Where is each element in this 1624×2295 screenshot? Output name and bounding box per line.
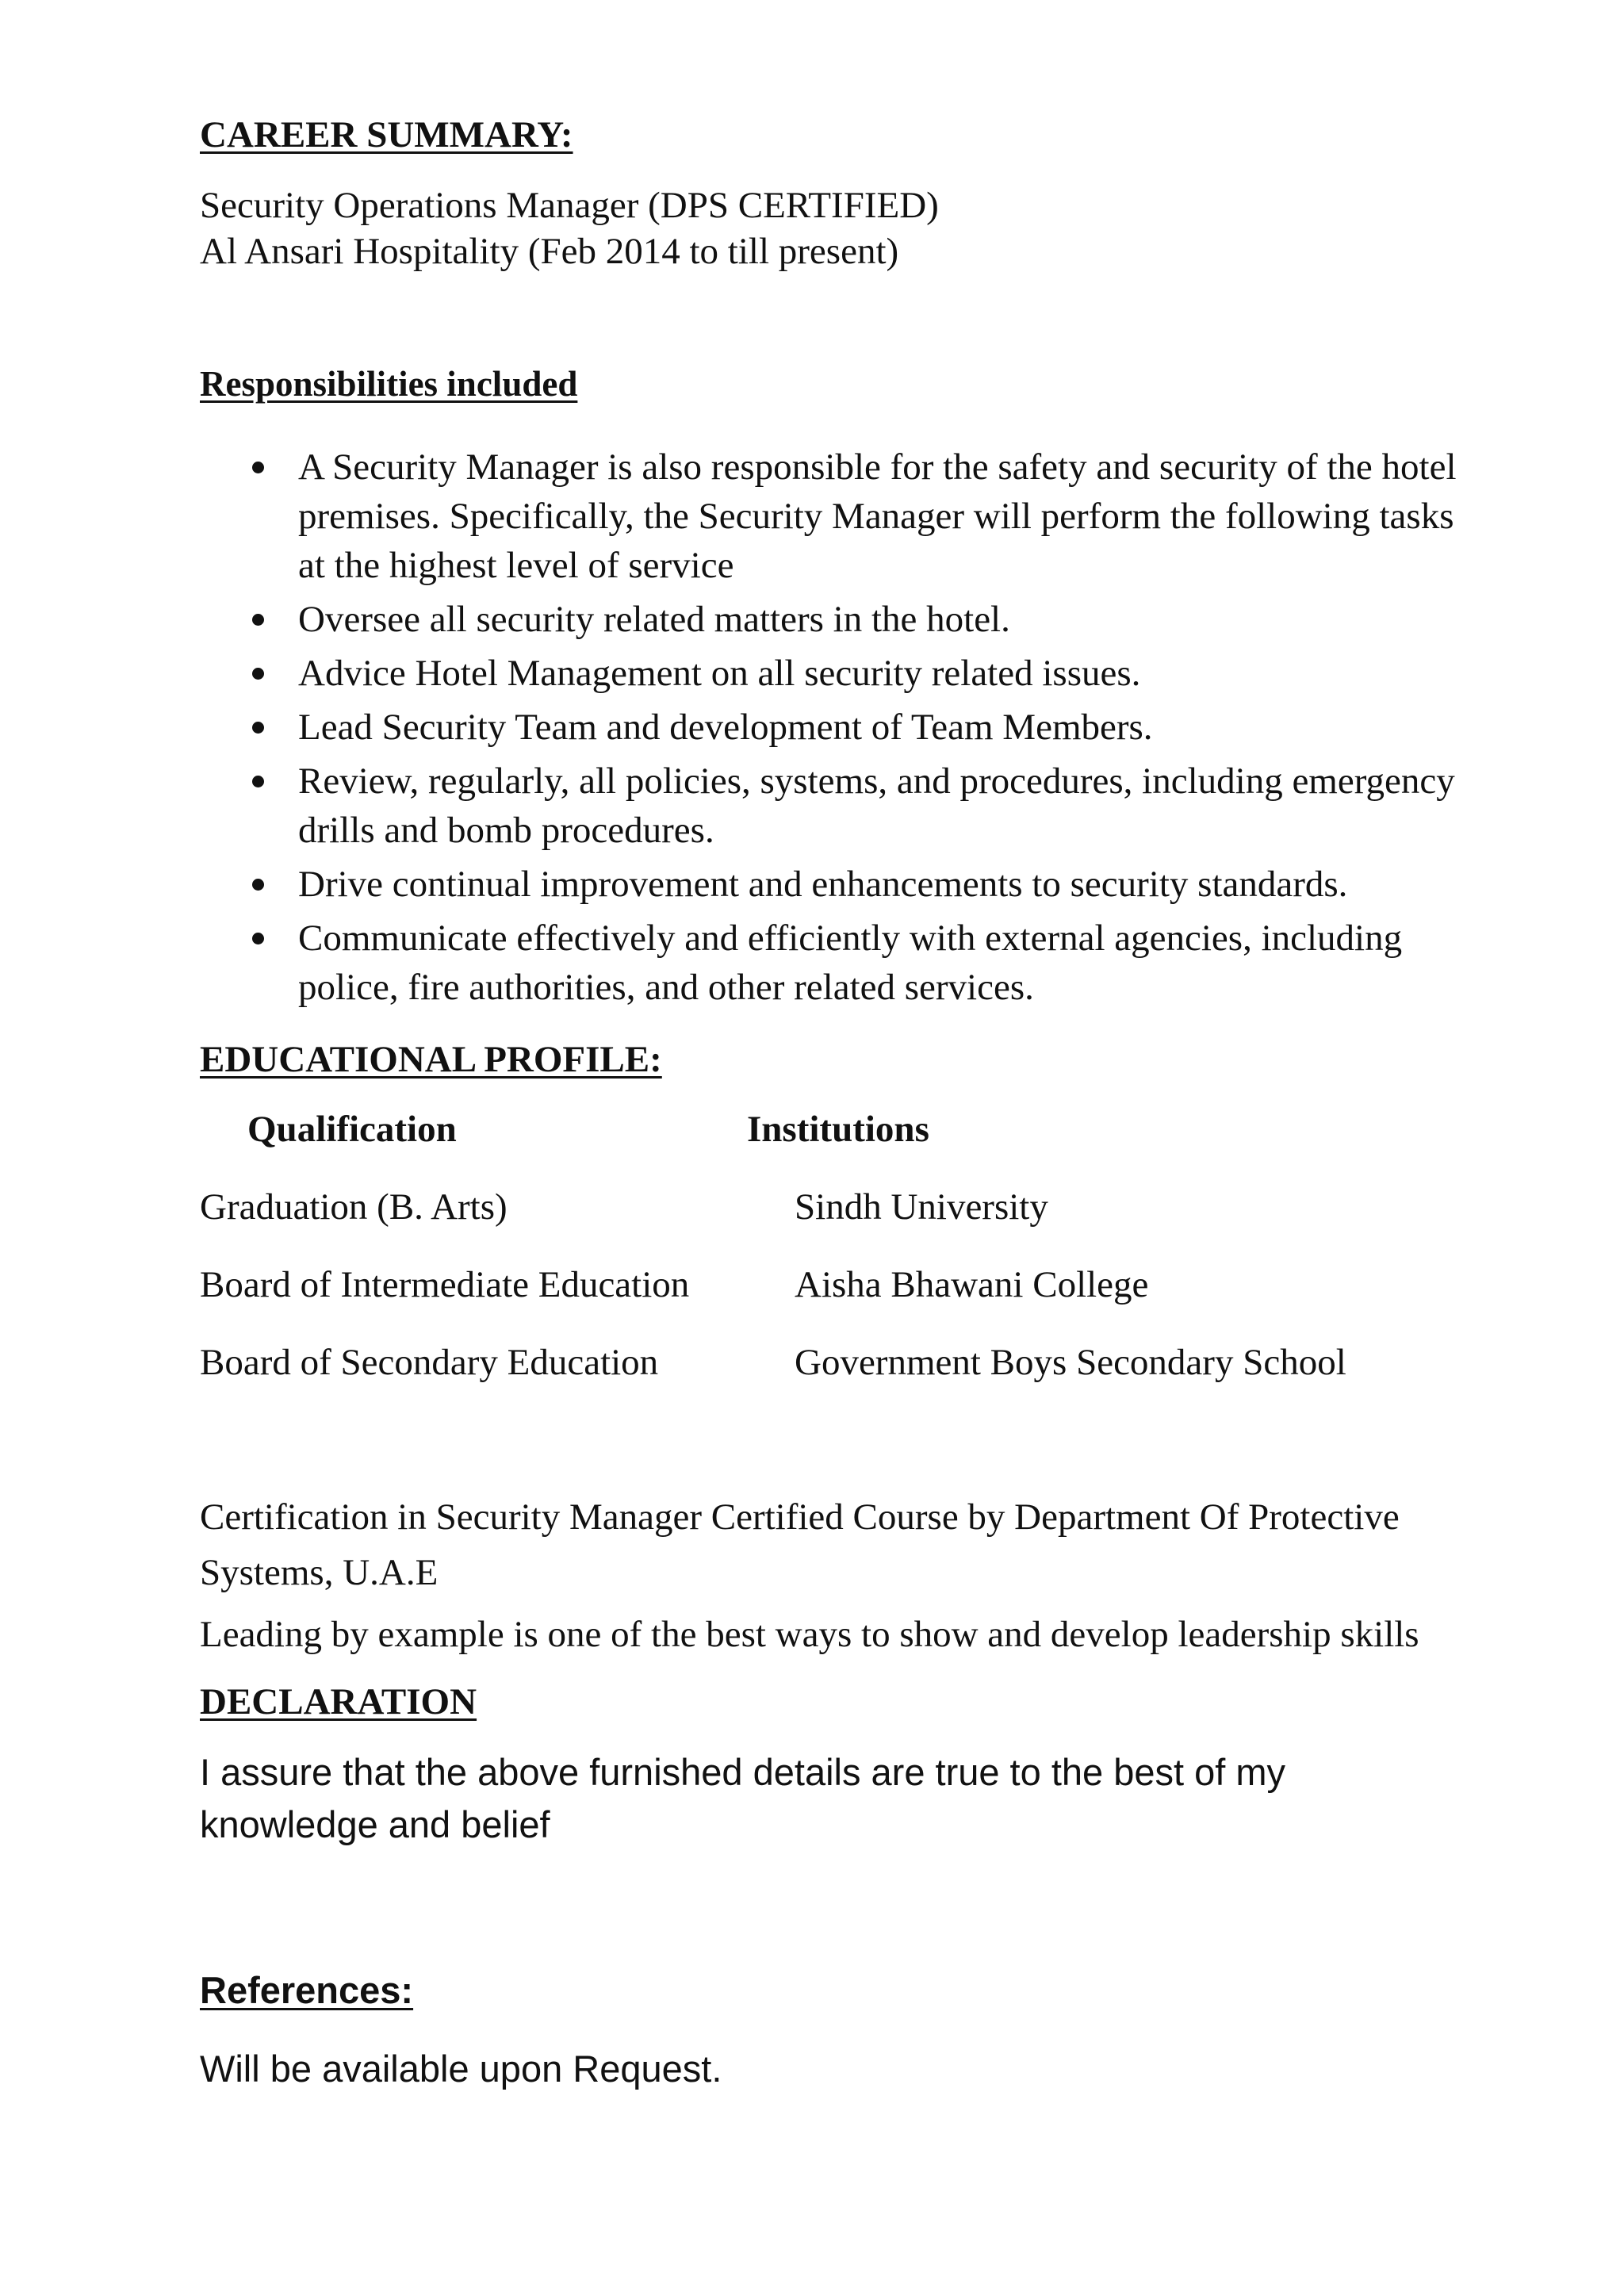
responsibility-text: Oversee all security related matters in the hotel. — [298, 599, 1010, 640]
list-item — [200, 860, 1469, 909]
education-table-header — [200, 1105, 1469, 1153]
education-table — [200, 1105, 1469, 1386]
responsibility-text: A Security Manager is also responsible for the safety and security of the hotel premises. Specifically, the Security Manager will perform the following tasks at the highest level of service — [298, 446, 1457, 586]
bullet-icon — [252, 933, 264, 944]
bullet-icon — [252, 722, 264, 734]
qualification-cell: Graduation (B. Arts) — [200, 1186, 508, 1228]
resume-page — [200, 111, 1469, 2095]
qualification-cell: Board of Secondary Education — [200, 1342, 659, 1383]
qualification-column-header: Qualification — [247, 1109, 457, 1150]
certification-text: Certification in Security Manager Certified Course by Department Of Protective Systems, U.A.E — [200, 1496, 1400, 1593]
qualification-cell: Board of Intermediate Education — [200, 1264, 690, 1305]
table-row — [200, 1339, 1469, 1386]
responsibility-text: Advice Hotel Management on all security related issues. — [298, 653, 1141, 694]
table-row — [200, 1183, 1469, 1231]
responsibilities-list — [200, 443, 1469, 1012]
responsibility-text: Communicate effectively and efficiently with external agencies, including police, fire authorities, and other related services. — [298, 918, 1403, 1008]
institutions-column-header: Institutions — [747, 1109, 929, 1150]
references-text: Will be available upon Request. — [200, 2048, 722, 2090]
bullet-icon — [252, 614, 264, 626]
responsibility-text: Lead Security Team and development of Team Members. — [298, 707, 1153, 748]
responsibility-text: Review, regularly, all policies, systems, and procedures, including emergency drills and bomb procedures. — [298, 761, 1455, 851]
responsibilities-heading: Responsibilities included — [200, 364, 578, 404]
institution-cell: Government Boys Secondary School — [795, 1342, 1346, 1383]
list-item — [200, 757, 1469, 855]
table-row — [200, 1261, 1469, 1308]
institution-cell: Aisha Bhawani College — [795, 1264, 1149, 1305]
list-item — [200, 914, 1469, 1012]
bullet-icon — [252, 462, 264, 473]
job-block — [200, 182, 1469, 274]
references-heading: References: — [200, 1969, 414, 2011]
bullet-icon — [252, 668, 264, 680]
list-item — [200, 703, 1469, 752]
job-title: Security Operations Manager (DPS CERTIFIED) — [200, 185, 939, 226]
institution-cell: Sindh University — [795, 1186, 1048, 1228]
bullet-icon — [252, 879, 264, 891]
declaration-heading: DECLARATION — [200, 1681, 477, 1722]
leadership-text: Leading by example is one of the best ways to show and develop leadership skills — [200, 1614, 1419, 1655]
list-item — [200, 649, 1469, 698]
career-summary-heading: CAREER SUMMARY: — [200, 114, 573, 155]
declaration-text: I assure that the above furnished details are true to the best of my knowledge and belief — [200, 1751, 1286, 1845]
bullet-icon — [252, 776, 264, 787]
list-item — [200, 443, 1469, 590]
list-item — [200, 595, 1469, 644]
responsibility-text: Drive continual improvement and enhancements to security standards. — [298, 864, 1348, 905]
educational-profile-heading: EDUCATIONAL PROFILE: — [200, 1039, 662, 1080]
employer: Al Ansari Hospitality (Feb 2014 to till present) — [200, 231, 899, 272]
